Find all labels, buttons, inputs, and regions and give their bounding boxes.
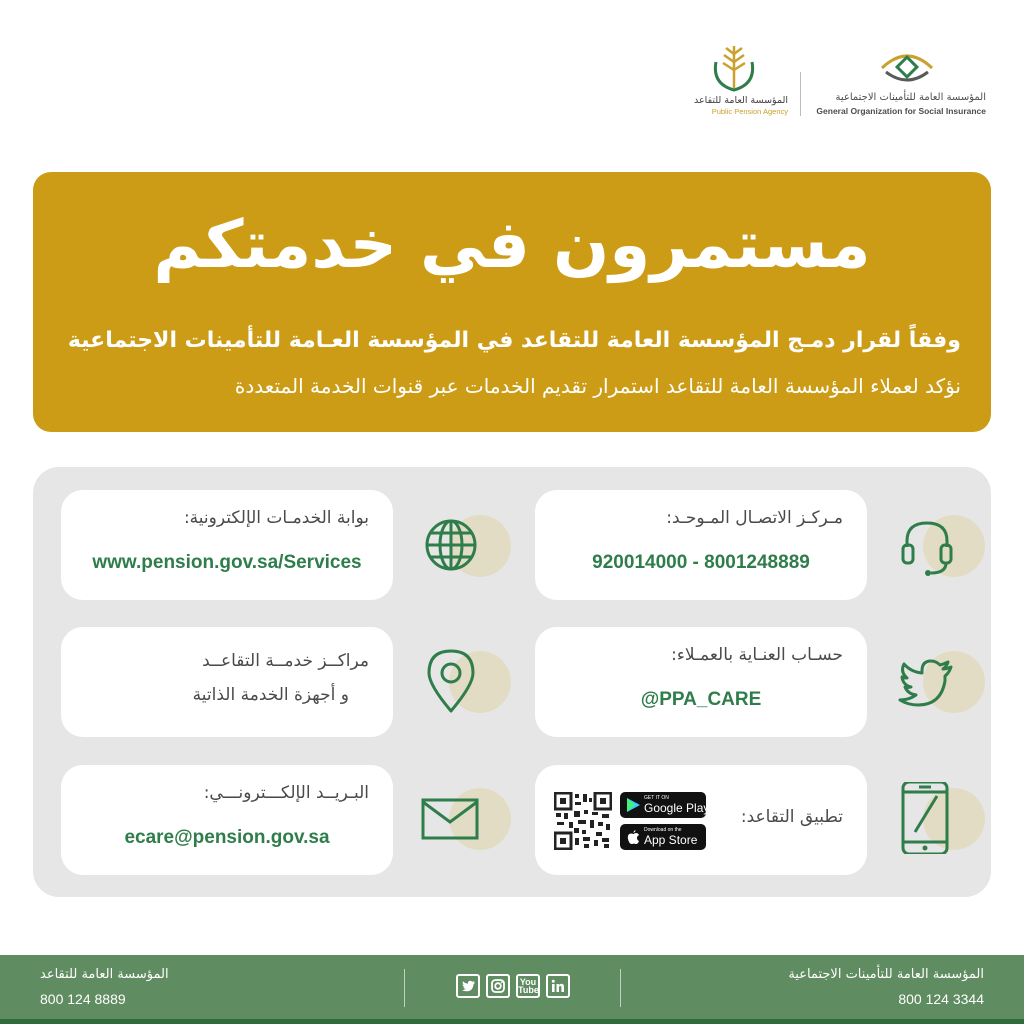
google-play-badge[interactable] [620, 792, 710, 818]
footer [0, 955, 1024, 1024]
gosi-name-ar: المؤسسة العامة للتأمينات الاجتماعية [835, 92, 986, 103]
app-store-badge[interactable] [620, 824, 706, 850]
eservices-link[interactable]: www.pension.gov.sa/Services [92, 552, 362, 573]
header-logos [620, 40, 986, 120]
logo-divider [800, 72, 801, 116]
location-pin-icon [417, 645, 489, 717]
linkedin-icon [550, 978, 566, 994]
globe-icon-wrap [401, 491, 511, 601]
twitter-icon [460, 978, 476, 994]
twitter-icon [891, 645, 963, 717]
mail-icon-wrap [401, 764, 511, 874]
footer-linkedin-button[interactable] [546, 974, 570, 998]
footer-gosi-name: المؤسسة العامة للتأمينات الاجتماعية [788, 967, 984, 982]
app-label: تطبيق التقاعد: [740, 807, 843, 827]
twitter-label: حسـاب العنـاية بالعمـلاء: [671, 645, 843, 665]
google-play-big: Google Play [644, 801, 710, 815]
banner-merger-text: وفقاً لقرار دمـج المؤسسة العامة للتقاعد في المؤسسة العـامة للتأمينات الاجتماعية [67, 328, 961, 353]
twitter-handle[interactable]: @PPA_CARE [640, 689, 762, 710]
headset-icon-wrap [875, 491, 985, 601]
footer-ppa-phone[interactable]: 800 124 8889 [40, 991, 126, 1007]
ppa-logo-mark-icon [706, 40, 762, 94]
service-centers-label: مراكــز خدمــة التقاعــد [202, 651, 369, 671]
twitter-card [535, 627, 867, 737]
gosi-name-en: General Organization for Social Insurance [816, 106, 986, 116]
banner-headline: مستمرون في خدمتكم [153, 206, 871, 283]
footer-divider-right [620, 969, 621, 1007]
ppa-name-en: Public Pension Agency [711, 107, 788, 116]
email-address[interactable]: ecare@pension.gov.sa [124, 827, 330, 848]
announcement-banner [33, 172, 991, 432]
call-center-label: مـركـز الاتصـال المـوحـد: [666, 508, 843, 528]
footer-gosi-phone[interactable]: 800 124 3344 [898, 991, 984, 1007]
app-store-big: App Store [644, 833, 698, 847]
email-label: البـريــد الإلكـــترونـــي: [203, 783, 369, 803]
globe-icon [417, 509, 489, 581]
apple-icon [626, 829, 641, 845]
location-icon-wrap [401, 627, 511, 737]
smartphone-icon [891, 782, 963, 854]
footer-ppa-name: المؤسسة العامة للتقاعد [40, 967, 169, 982]
eservices-card [61, 490, 393, 600]
email-card [61, 765, 393, 875]
footer-divider-left [404, 969, 405, 1007]
gosi-logo [816, 40, 986, 120]
ppa-logo [680, 40, 788, 120]
qr-code-icon[interactable] [554, 792, 612, 850]
service-channels-panel [33, 467, 991, 897]
smartphone-icon-wrap [875, 764, 985, 874]
banner-continuity-text: نؤكد لعملاء المؤسسة العامة للتقاعد استمرار تقديم الخدمات عبر قنوات الخدمة المتعددة [234, 374, 961, 398]
instagram-icon [490, 978, 506, 994]
headset-icon [891, 509, 963, 581]
footer-instagram-button[interactable] [486, 974, 510, 998]
app-card [535, 765, 867, 875]
mail-icon [417, 782, 489, 854]
call-center-number[interactable]: 920014000 - 8001248889 [592, 552, 810, 573]
app-store-small: Download on the [644, 827, 682, 833]
gosi-logo-mark-icon [876, 48, 938, 88]
call-center-card [535, 490, 867, 600]
google-play-small: GET IT ON [644, 795, 669, 801]
google-play-icon [626, 797, 641, 813]
footer-twitter-button[interactable] [456, 974, 480, 998]
service-centers-card [61, 627, 393, 737]
self-service-label: و أجهزة الخدمة الذاتية [192, 685, 349, 705]
twitter-icon-wrap [875, 627, 985, 737]
youtube-icon: You Tube [518, 977, 539, 995]
footer-youtube-button[interactable] [516, 974, 540, 998]
footer-stripe [0, 1019, 1024, 1024]
ppa-name-ar: المؤسسة العامة للتقاعد [694, 95, 788, 106]
eservices-label: بوابة الخدمـات الإلكترونية: [183, 508, 369, 528]
